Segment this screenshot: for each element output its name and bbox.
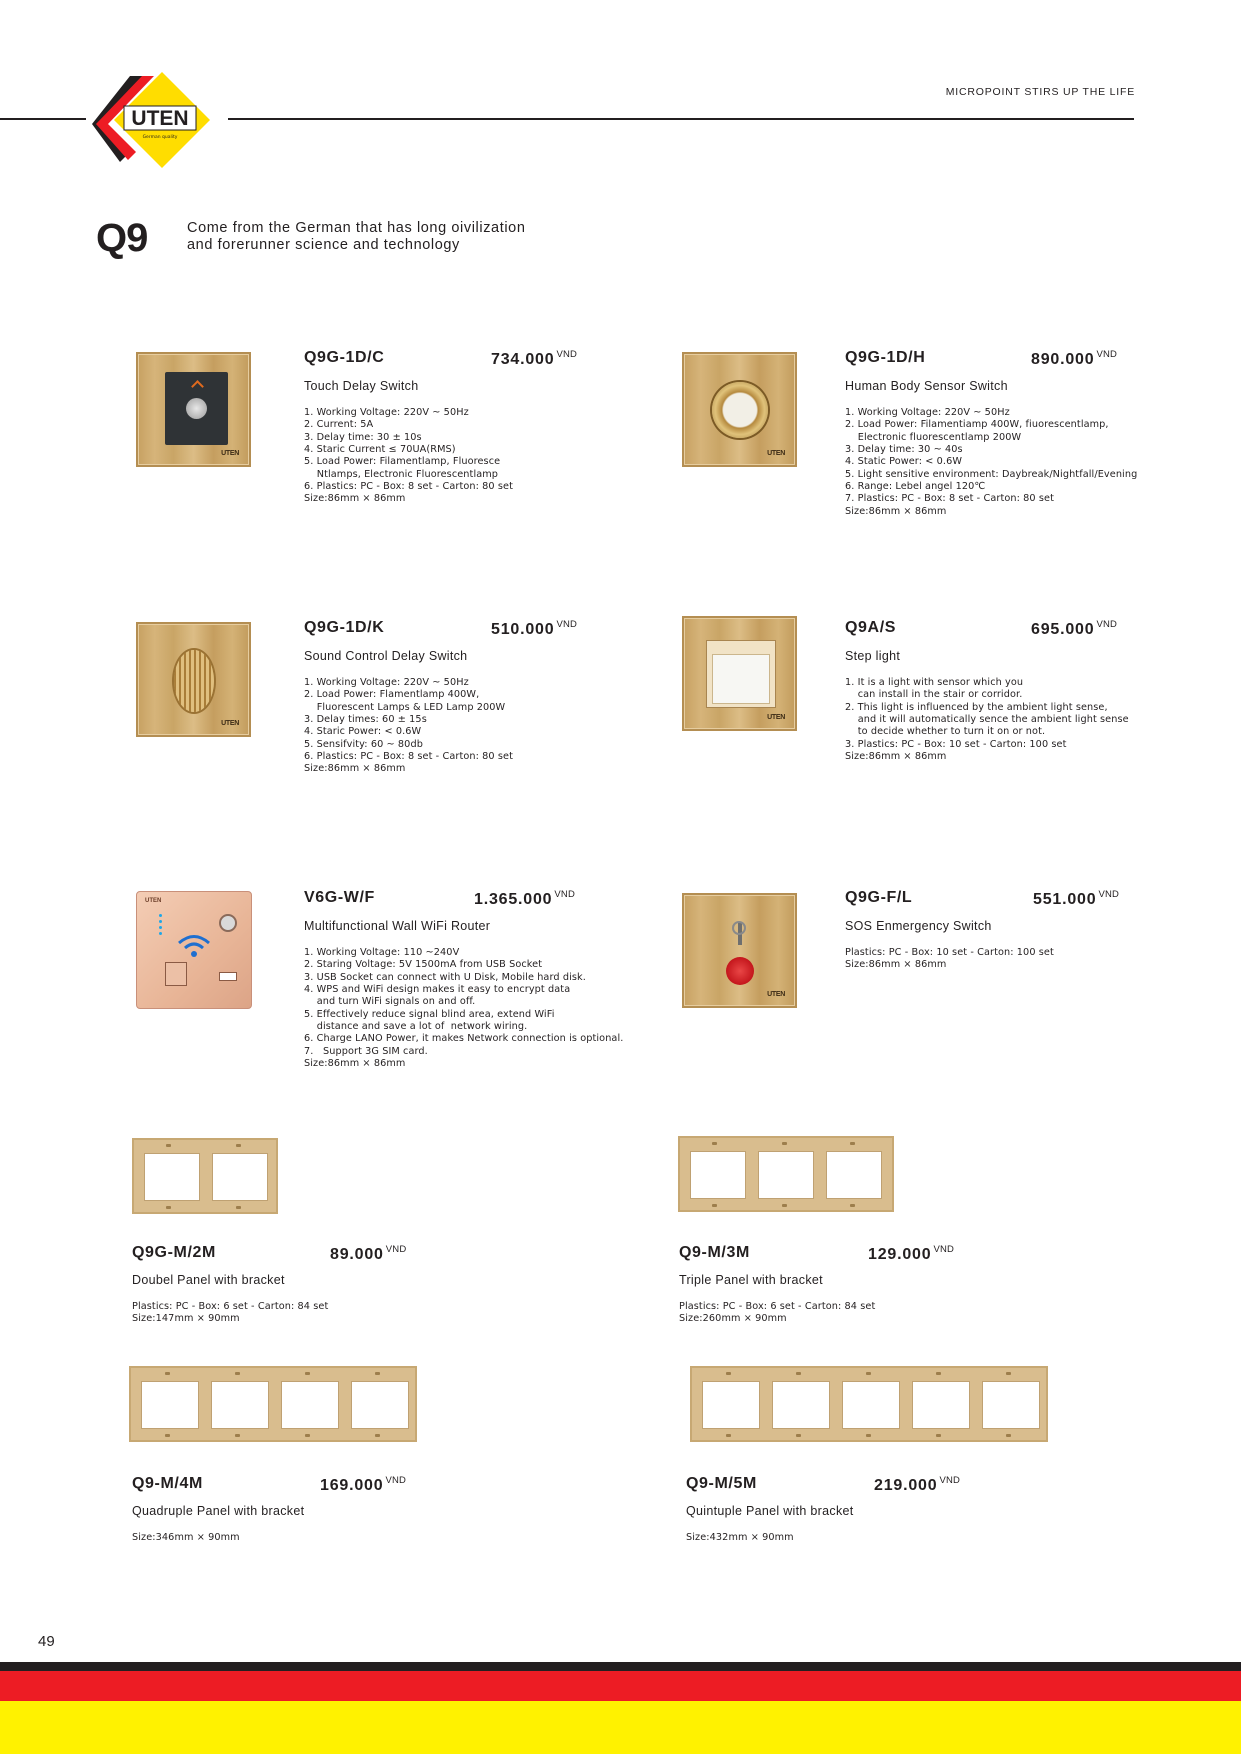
product-specs: Size:346mm × 90mm: [132, 1532, 240, 1543]
product-price: 890.000 $^{VND}$: [1031, 349, 1118, 368]
page-number: 49: [38, 1633, 55, 1650]
product-code: Q9A/S: [845, 619, 897, 636]
footer-stripe-black: [0, 1662, 1241, 1671]
product-specs: Plastics: PC - Box: 6 set - Carton: 84 set Size:147mm × 90mm: [132, 1301, 329, 1325]
product-name: Doubel Panel with bracket: [132, 1273, 285, 1287]
double-panel-image: [132, 1138, 278, 1214]
product-specs: Plastics: PC - Box: 10 set - Carton: 100 set Size:86mm × 86mm: [845, 947, 1054, 971]
product-code: Q9G-M/2M: [132, 1244, 216, 1261]
quintuple-panel-image: [690, 1366, 1048, 1442]
product-code: Q9G-F/L: [845, 889, 913, 906]
header-tagline: MICROPOINT STIRS UP THE LIFE: [945, 86, 1135, 98]
product-price: 551.000 $^{VND}$: [1033, 889, 1120, 908]
product-name: Quintuple Panel with bracket: [686, 1504, 854, 1518]
uten-logo: [92, 66, 210, 184]
product-price: 734.000 $^{VND}$: [491, 349, 578, 368]
product-name: Human Body Sensor Switch: [845, 379, 1008, 393]
touch-delay-switch-image: UTEN: [136, 352, 251, 467]
product-code: Q9-M/3M: [679, 1244, 750, 1261]
product-code: Q9G-1D/C: [304, 349, 385, 366]
product-price: 695.000 $^{VND}$: [1031, 619, 1118, 638]
product-code: Q9-M/4M: [132, 1475, 203, 1492]
product-code: Q9-M/5M: [686, 1475, 757, 1492]
product-name: Sound Control Delay Switch: [304, 649, 468, 663]
product-code: Q9G-1D/H: [845, 349, 926, 366]
product-price: 169.000 $^{VND}$: [320, 1475, 407, 1494]
series-description: Come from the German that has long oivilization and forerunner science and technology: [187, 220, 526, 253]
series-code: Q9: [96, 216, 148, 260]
quadruple-panel-image: [129, 1366, 417, 1442]
product-name: SOS Enmergency Switch: [845, 919, 992, 933]
footer-stripe-red: [0, 1671, 1241, 1701]
sound-control-switch-image: UTEN: [136, 622, 251, 737]
product-code: Q9G-1D/K: [304, 619, 385, 636]
product-name: Touch Delay Switch: [304, 379, 419, 393]
triple-panel-image: [678, 1136, 894, 1212]
product-price: 510.000 $^{VND}$: [491, 619, 578, 638]
human-body-sensor-switch-image: UTEN: [682, 352, 797, 467]
footer-stripe-yellow: [0, 1701, 1241, 1754]
wifi-router-image: UTEN: [136, 891, 252, 1009]
product-specs: 1. Working Voltage: 110 ~240V 2. Staring Voltage: 5V 1500mA from USB Socket 3. USB Socket can connect with U Disk, Mobile hard disk. 4. WPS and WiFi design makes it easy to encrypt data and turn WiFi signals on and off. 5. Effectively reduce signal blind area, extend WiFi distance and save a lot of network wiring. 6. Charge LANO Power, it makes Network connection is optional. 7. Support 3G SIM card. Size:86mm × 86mm: [304, 947, 624, 1070]
header-rule-right: [228, 118, 1134, 120]
sos-emergency-switch-image: UTEN: [682, 893, 797, 1008]
product-specs: 1. Working Voltage: 220V ~ 50Hz 2. Load Power: Filamentiamp 400W, fiuorescentlamp, Electronic fluorescentlamp 200W 3. Delay time: 30 ~ 40s 4. Static Power: < 0.6W 5. Light sensitive environment: Daybreak/Nightfall/Evening 6. Range: Lebel angel 120℃ 7. Plastics: PC - Box: 8 set - Carton: 80 set Size:86mm × 86mm: [845, 407, 1138, 517]
product-price: 1.365.000 $^{VND}$: [474, 889, 576, 908]
product-price: 89.000 $^{VND}$: [330, 1244, 407, 1263]
product-specs: 1. Working Voltage: 220V ~ 50Hz 2. Current: 5A 3. Delay time: 30 ± 10s 4. Staric Current ≤ 70UA(RMS) 5. Load Power: Filamentlamp, Fluoresce Ntlamps, Electronic Fluorescentlamp 6. Plastics: PC - Box: 8 set - Carton: 80 set Size:86mm × 86mm: [304, 407, 513, 505]
wifi-icon: [177, 934, 211, 963]
product-specs: Plastics: PC - Box: 6 set - Carton: 84 set Size:260mm × 90mm: [679, 1301, 876, 1325]
product-name: Multifunctional Wall WiFi Router: [304, 919, 491, 933]
product-specs: Size:432mm × 90mm: [686, 1532, 794, 1543]
product-specs: 1. It is a light with sensor which you can install in the stair or corridor. 2. This light is influenced by the ambient light sense, and it will automatically sence the ambient light sense to decide whether to turn it on or not. 3. Plastics: PC - Box: 10 set - Carton: 100 set Size:86mm × 86mm: [845, 677, 1129, 763]
product-specs: 1. Working Voltage: 220V ~ 50Hz 2. Load Power: Flamentlamp 400W, Fluorescent Lamps & LED Lamp 200W 3. Delay times: 60 ± 15s 4. Staric Power: < 0.6W 5. Sensifvity: 60 ~ 80db 6. Plastics: PC - Box: 8 set - Carton: 80 set Size:86mm × 86mm: [304, 677, 513, 775]
product-code: V6G-W/F: [304, 889, 375, 906]
svg-text:German quality: German quality: [142, 135, 178, 140]
svg-text:UTEN: UTEN: [131, 107, 189, 130]
product-name: Quadruple Panel with bracket: [132, 1504, 305, 1518]
product-name: Triple Panel with bracket: [679, 1273, 823, 1287]
header-rule-left: [0, 118, 86, 120]
product-price: 219.000 $^{VND}$: [874, 1475, 961, 1494]
product-name: Step light: [845, 649, 901, 663]
product-price: 129.000 $^{VND}$: [868, 1244, 955, 1263]
step-light-image: UTEN: [682, 616, 797, 731]
